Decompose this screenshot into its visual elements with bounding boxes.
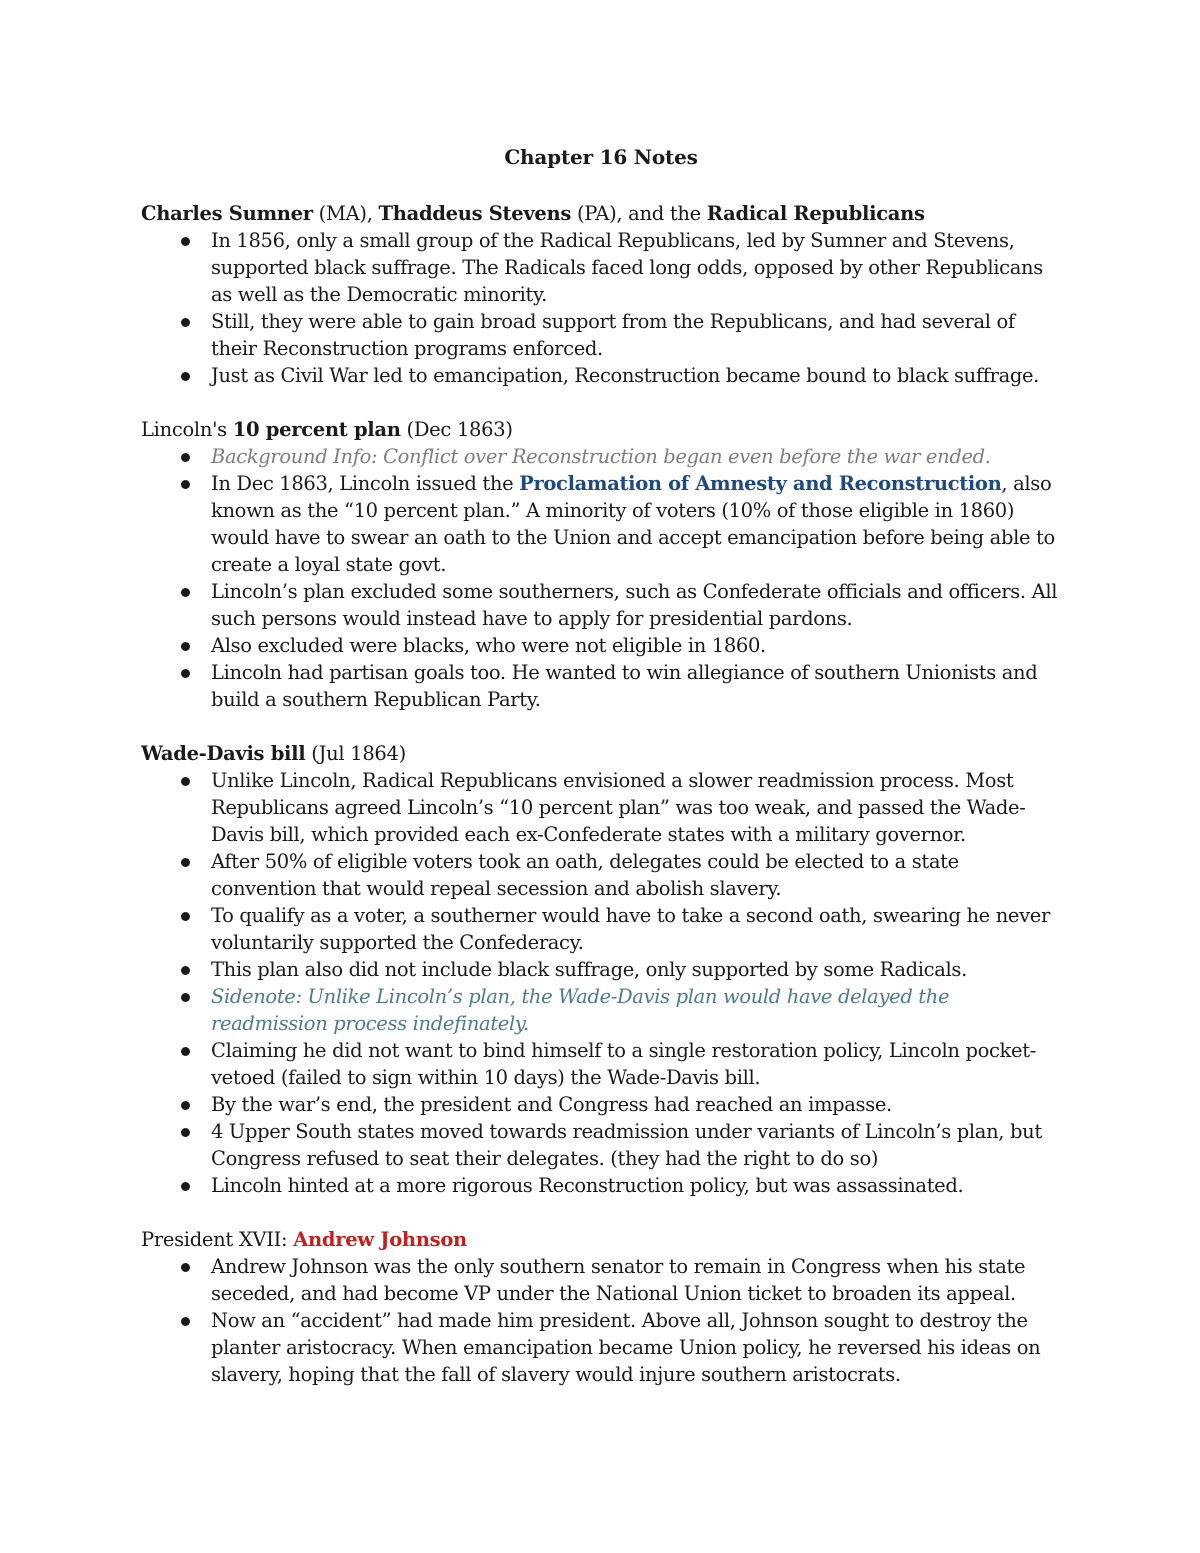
list-item-text: Just as Civil War led to emancipation, Reconstruction became bound to black suffrage.	[211, 364, 1040, 387]
document-body	[141, 140, 1061, 1415]
heading-name-sumner: Charles Sumner	[141, 202, 313, 225]
bullet-icon	[181, 1047, 190, 1056]
heading-date: (Dec 1863)	[400, 418, 513, 441]
bullet-list	[141, 767, 1061, 1199]
list-item	[141, 443, 1061, 470]
list-item-text: Still, they were able to gain broad support from the Republicans, and had several of their Reconstruction programs enforced.	[211, 310, 1015, 360]
heading-plan-name: 10 percent plan	[232, 418, 401, 441]
bullet-icon	[181, 237, 190, 246]
bullet-icon	[181, 1263, 190, 1272]
bullet-list	[141, 1253, 1061, 1388]
heading-text: (PA), and the	[571, 202, 707, 225]
heading-president-name: Andrew Johnson	[293, 1228, 467, 1251]
list-item	[141, 362, 1061, 389]
section-heading	[141, 200, 1061, 227]
heading-bill-name: Wade-Davis bill	[141, 742, 306, 765]
list-item-text: Now an “accident” had made him president. Above all, Johnson sought to destroy the planter aristocracy. When emancipation became Union policy, he reversed his ideas on slavery, hoping that the fall of slavery would injure southern aristocrats.	[211, 1309, 1041, 1386]
list-item	[141, 983, 1061, 1037]
heading-name-radicals: Radical Republicans	[706, 202, 925, 225]
bullet-icon	[181, 318, 190, 327]
bullet-icon	[181, 777, 190, 786]
section-radical-republicans	[141, 200, 1061, 389]
proclamation-term: Proclamation of Amnesty and Reconstruction	[519, 472, 1002, 495]
list-item-text: This plan also did not include black suffrage, only supported by some Radicals.	[211, 958, 967, 981]
list-item-text: After 50% of eligible voters took an oath, delegates could be elected to a state convention that would repeal secession and abolish slavery.	[211, 850, 959, 900]
section-heading	[141, 740, 1061, 767]
list-item	[141, 1118, 1061, 1172]
heading-text: President XVII:	[141, 1228, 294, 1251]
section-wade-davis-bill	[141, 740, 1061, 1199]
list-item-text: In Dec 1863, Lincoln issued the	[211, 472, 520, 495]
heading-text: Lincoln's	[141, 418, 233, 441]
list-item-text: In 1856, only a small group of the Radical Republicans, led by Sumner and Stevens, supported black suffrage. The Radicals faced long odds, opposed by other Republicans as well as the Democratic minority.	[211, 229, 1043, 306]
bullet-icon	[181, 642, 190, 651]
list-item	[141, 1091, 1061, 1118]
section-heading	[141, 1226, 1061, 1253]
heading-date: (Jul 1864)	[305, 742, 406, 765]
bullet-icon	[181, 588, 190, 597]
list-item	[141, 1172, 1061, 1199]
bullet-list	[141, 443, 1061, 713]
list-item	[141, 632, 1061, 659]
page-title: Chapter 16 Notes	[504, 145, 698, 169]
list-item-text: Claiming he did not want to bind himself to a single restoration policy, Lincoln pocket-vetoed (failed to sign within 10 days) the Wade-Davis bill.	[211, 1039, 1036, 1089]
section-lincoln-plan	[141, 416, 1061, 713]
bullet-list	[141, 227, 1061, 389]
heading-text: (MA),	[312, 202, 379, 225]
list-item-text: Also excluded were blacks, who were not eligible in 1860.	[211, 634, 766, 657]
sidenote-text: Sidenote: Unlike Lincoln’s plan, the Wade-Davis plan would have delayed the readmission process indefinately.	[211, 985, 950, 1035]
list-item	[141, 1037, 1061, 1091]
list-item	[141, 1307, 1061, 1388]
list-item	[141, 470, 1061, 578]
bullet-icon	[181, 1128, 190, 1137]
list-item	[141, 767, 1061, 848]
heading-name-stevens: Thaddeus Stevens	[378, 202, 572, 225]
bullet-icon	[181, 453, 190, 462]
list-item	[141, 956, 1061, 983]
section-heading	[141, 416, 1061, 443]
background-note: Background Info: Conflict over Reconstruction began even before the war ended.	[211, 445, 991, 468]
list-item	[141, 227, 1061, 308]
list-item-text: Lincoln hinted at a more rigorous Reconstruction policy, but was assassinated.	[211, 1174, 964, 1197]
list-item-text: Andrew Johnson was the only southern senator to remain in Congress when his state seceded, and had become VP under the National Union ticket to broaden its appeal.	[211, 1255, 1026, 1305]
bullet-icon	[181, 669, 190, 678]
bullet-icon	[181, 1317, 190, 1326]
list-item-text: To qualify as a voter, a southerner would have to take a second oath, swearing he never voluntarily supported the Confederacy.	[211, 904, 1050, 954]
list-item-text: , also known as the “10 percent plan.” A minority of voters (10% of those eligible in 1860) would have to swear an oath to the Union and accept emancipation before being able to create a loyal state govt.	[211, 472, 1055, 576]
bullet-icon	[181, 858, 190, 867]
bullet-icon	[181, 993, 190, 1002]
list-item	[141, 1253, 1061, 1307]
list-item	[141, 308, 1061, 362]
bullet-icon	[181, 912, 190, 921]
section-andrew-johnson	[141, 1226, 1061, 1388]
list-item	[141, 659, 1061, 713]
list-item-text: Lincoln had partisan goals too. He wanted to win allegiance of southern Unionists and build a southern Republican Party.	[211, 661, 1038, 711]
list-item	[141, 902, 1061, 956]
list-item-text: Lincoln’s plan excluded some southerners, such as Confederate officials and officers. All such persons would instead have to apply for presidential pardons.	[211, 580, 1058, 630]
bullet-icon	[181, 1101, 190, 1110]
bullet-icon	[181, 1182, 190, 1191]
list-item-text: By the war’s end, the president and Congress had reached an impasse.	[211, 1093, 892, 1116]
list-item-text: 4 Upper South states moved towards readmission under variants of Lincoln’s plan, but Congress refused to seat their delegates. (they had the right to do so)	[211, 1120, 1042, 1170]
list-item	[141, 578, 1061, 632]
bullet-icon	[181, 480, 190, 489]
list-item-text: Unlike Lincoln, Radical Republicans envisioned a slower readmission process. Most Republicans agreed Lincoln’s “10 percent plan” was too weak, and passed the Wade-Davis bill, which provided each ex-Confederate states with a military governor.	[211, 769, 1026, 846]
list-item	[141, 848, 1061, 902]
bullet-icon	[181, 372, 190, 381]
bullet-icon	[181, 966, 190, 975]
